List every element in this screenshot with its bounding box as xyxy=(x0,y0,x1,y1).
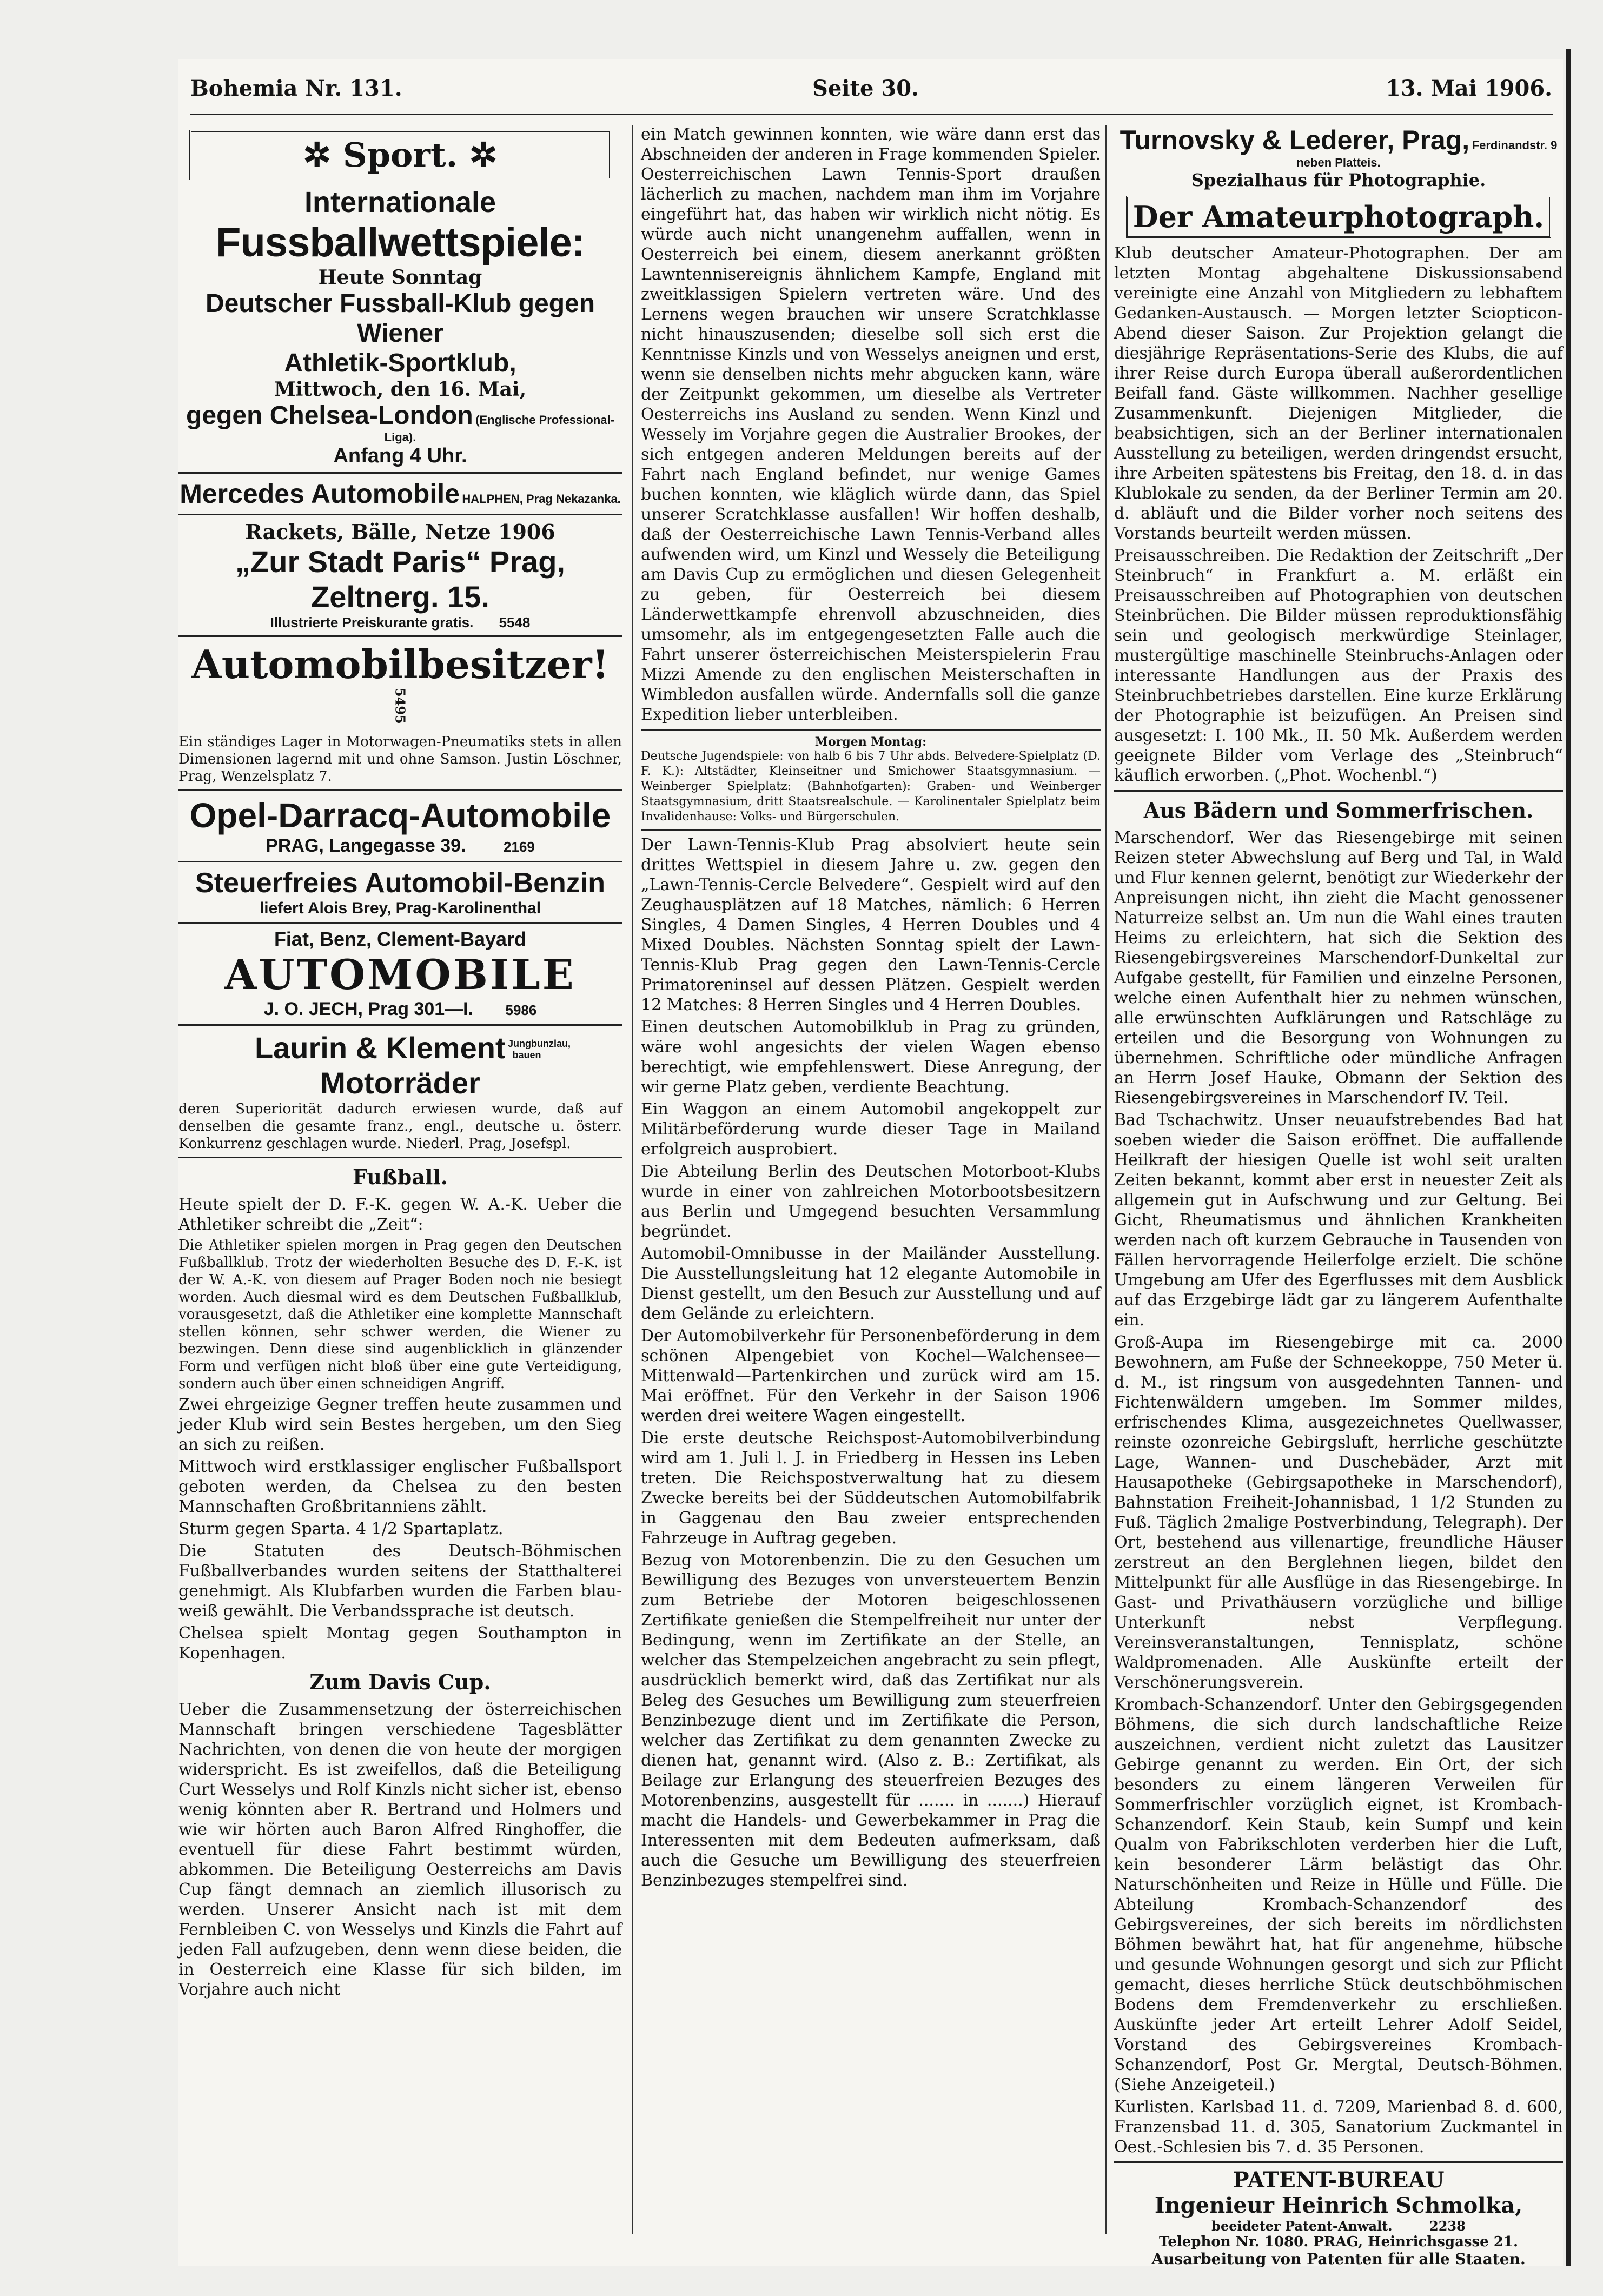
ad8-main-wrap xyxy=(178,1030,622,1100)
ad1-line1: Internationale xyxy=(304,186,496,218)
patent-last: Ausarbeitung von Patenten für alle Staaten. xyxy=(1151,2250,1526,2268)
col3-p6: Krombach-Schanzendorf. Unter den Gebirgsgegenden Böhmens, die sich durch landschaftliche Reize auszeichnen, verdient nicht zuletzt das Lausitzer Gebirge genannt zu werden. Ein Ort, der sich besonders zu einem längeren Verweilen für Sommerfrischler vorzüglich eignet, ist Krombach-Schanzendorf. Kein Staub, kein Sumpf und kein Qualm von Fabrikschloten verderben hier die Luft, kein besonderer Lärm belästigt das Ohr. Naturschönheiten und Reize in Hülle und Fülle. Die Abteilung Krombach-Schanzendorf des Gebirgsvereines, der sich bereits im nördlichsten Böhmen bewährt hat, hat für angenehme, hübsche und gesunde Wohnungen gesorgt und sich zur Pflicht gemacht, dieses herrliche Stück deutschböhmischen Bodens dem Fremdenverkehr zu erschließen. Auskünfte jeder Art erteilt Lehrer Adolf Seidel, Vorstand des Gebirgsvereines Krombach-Schanzendorf, Post Gr. Mergtal, Deutsch-Böhmen. (Siehe Anzeigeteil.) xyxy=(1114,1695,1563,2094)
patent-sub: beeideter Patent-Anwalt. xyxy=(1211,2218,1393,2234)
ad-turnovsky-sub: Spezialhaus für Photographie. xyxy=(1191,170,1486,190)
ad7-num: 5986 xyxy=(505,1002,537,1018)
ad1-line6: Mittwoch, den 16. Mai, xyxy=(274,378,527,401)
divider xyxy=(178,922,622,924)
ad1-line8: Anfang 4 Uhr. xyxy=(333,444,467,467)
col2-p5: Die Abteilung Berlin des Deutschen Motorboot-Klubs wurde in einer von zahlreichen Motorbootsbesitzern aus Berlin und Umgegend besuchten Versammlung begründet. xyxy=(641,1162,1101,1241)
col1-p8: Ueber die Zusammensetzung der österreichischen Mannschaft bringen verschiedene Tagesblätter Nachrichten, von denen die von heute der morgigen widerspricht. Es ist zweifellos, daß die Beteiligung Curt Wesselys und Rolf Kinzls nicht sicher ist, ebenso wenig könnten aber R. Bertrand und Holmers und wie wir hörten auch Baron Alfred Ringhoffer, die eventuell für diese Fahrt bestimmt würden, abkommen. Die Beteiligung Oesterreichs am Davis Cup fängt demnach an ziemlich illusorisch zu werden. Unserer Ansicht nach ist mit dem Fernbleiben C. von Wesselys und Kinzls die Fahrt auf jeden Fall aufzugeben, denn wenn diese beiden, die in Oesterreich eine Klasse für sich bilden, im Vorjahre auch nicht xyxy=(178,1700,622,1999)
divider xyxy=(178,514,622,515)
col3-p3: Marschendorf. Wer das Riesengebirge mit seinen Reizen steter Abwechslung auf Berg und Tal, in Wald und Flur kennen gelernt, benötigt zur Wiederkehr der Anpreisungen nicht, ihn zieht die Macht genossener Naturreize selbst an. Um nun die Wahl eines trauten Heims zu erleichtern, hat sich die Sektion des Riesengebirgsvereines Marschendorf-Dunkeltal zur Aufgabe gestellt, für Familien und einzelne Personen, welche einen Aufenthalt hier zu nehmen wünschen, alle erwünschten Aufklärungen und Ratschläge zu erteilen und die Besorgung von Wohnungen zu übernehmen. Schriftliche oder mündliche Anfragen an Herrn Josef Hauke, Obmann der Sektion des Riesengebirgsvereines in Marschendorf IV. Teil. xyxy=(1114,828,1563,1107)
divider xyxy=(1114,2161,1563,2163)
ad6-sub: liefert Alois Brey, Prag-Karolinenthal xyxy=(259,899,541,917)
ad7-sub-wrap xyxy=(178,999,622,1020)
col3-p2: Preisausschreiben. Die Redaktion der Zeitschrift „Der Steinbruch“ in Frankfurt a. M. erläßt ein Preisausschreiben auf Photographien von deutschen Steinbrüchen. Die Bilder müssen reproduktionsfähig sein und geologisch merkwürdige Steinlager, mustergültige maschinelle Steinbruchs-Anlagen oder interessante Handlungen aus der Praxis des Steinbruchbetriebes darstellen. Eine kurze Erklärung der Photographie ist beizufügen. An Preisen sind ausgesetzt: I. 100 Mk., II. 50 Mk. Außerdem werden geeignete Bilder vom Verlage des „Steinbruch“ käuflich erworben. („Phot. Wochenbl.“) xyxy=(1114,546,1563,785)
sport-section-title: ✲ Sport. ✲ xyxy=(189,130,611,180)
ad8-text: deren Superiorität dadurch erwiesen wurde, daß auf denselben die gesamte franz., engl., deutsche u. österr. Konkurrenz geschlagen wurde. Niederl. Prag, Josefspl. xyxy=(178,1101,622,1152)
col2-p1: ein Match gewinnen konnten, wie wäre dann erst das Abschneiden der anderen in Frage kommenden Spieler. Oesterreichischen Lawn Tennis-Sport draußen lächerlich zu machen, nachdem man ihm im Vorjahre eingeführt hat, das haben wir wirklich nicht nötig. Es würde auch nicht unangenehm auffallen, wenn in Oesterreich bei einem, diesem anerkannt größten Lawntennisereignis ähnlichem Kampfe, England mit zweitklassigen Spielern vertreten wäre. Und des Lernens wegen brauchen wir unsere Scratchklasse nicht hinauszusenden; dieselbe soll sich erst die Kenntnisse Kinzls und von Wesselys aneignen und erst, wenn sie denselben nichts mehr abgucken kann, wäre der Zeitpunkt gekommen, um dieselbe als Vertreter Oesterreichs ins Ausland zu senden. Wenn Kinzl und Wessely im Vorjahre gegen die Australier Brookes, der sich entgegen anderen Meldungen bereits auf der Fahrt nach England befindet, nur wenige Games buchen konnten, wie kläglich würde dann, das Spiel unserer Scratchklasse ausfallen! Wir hoffen deshalb, daß der Oesterreichische Lawn Tennis-Verband alles aufwenden wird, um Kinzl und Wessely die Beteiligung am Davis Cup zu ermöglichen und diesen Gelegenheit zu geben, für Oesterreich bei diesem Länderwettkampfe ehrenvoll abzuschneiden, dies umsomehr, als im entgegengesetzten Falle auch die Fahrt unserer österreichischen Meisterspielerin Frau Mizzi Amende zu den englischen Meisterschaften in Wimbledon ausfallen würde. Andernfalls soll die ganze Expedition lieber unterbleiben. xyxy=(641,125,1101,724)
col1-p6: Die Statuten des Deutsch-Böhmischen Fußballverbandes wurden seitens der Statthalterei genehmigt. Als Klubfarben wurden die Farben blau-weiß gewählt. Die Verbandssprache ist deutsch. xyxy=(178,1542,622,1621)
ad7-line1: Fiat, Benz, Clement-Bayard xyxy=(274,928,527,950)
baeder-heading: Aus Bädern und Sommerfrischen. xyxy=(1143,798,1534,822)
header-left: Bohemia Nr. 131. xyxy=(190,76,402,101)
patent-sub-wrap xyxy=(1114,2218,1563,2234)
ad-zur-stadt-paris xyxy=(178,520,622,631)
ad4-num: 5495 xyxy=(392,688,408,724)
column-2 xyxy=(641,124,1101,1893)
ad-turnovsky-lederer xyxy=(1114,124,1563,190)
amateur-title-wrap xyxy=(1114,196,1563,238)
ad-patent-bureau xyxy=(1114,2167,1563,2268)
header-center: Seite 30. xyxy=(812,76,919,101)
patent-num: 2238 xyxy=(1429,2218,1466,2234)
jugendspiele-text: Deutsche Jugendspiele: von halb 6 bis 7 Uhr abds. Belvedere-Spielplatz (D. F. K.): Altstädter, Kleinseitner und Smichower Staatsgymnasium. — Weinberger Spielplatz: (Bahnhofgarten): Graben- und Weinberger Staatsgymnasium, dritt Staatsrealschule. — Karolinentaler Spielplatz beim Invalidenhause: Volks- und Bürgerschulen. xyxy=(641,749,1101,824)
ad-automobilbesitzer xyxy=(178,641,622,785)
ad1-line3: Heute Sonntag xyxy=(318,266,482,289)
patent-addr: Telephon Nr. 1080. PRAG, Heinrichsgasse 21. xyxy=(1158,2234,1519,2250)
page-edge xyxy=(1566,49,1571,2266)
ad-laurin-klement xyxy=(178,1030,622,1152)
ad4-main: Automobilbesitzer! xyxy=(191,641,610,687)
ad1-line7-note: (Englische Professional-Liga). xyxy=(384,413,614,444)
column-rule-1 xyxy=(632,125,633,2234)
col1-p5: Sturm gegen Sparta. 4 1/2 Spartaplatz. xyxy=(178,1519,504,1538)
col2-p2: Der Lawn-Tennis-Klub Prag absolviert heute sein drittes Wettspiel in diesem Jahre u. zw. gegen den „Lawn-Tennis-Cercle Belvedere“. Gespielt wird auf den Zeughausplätzen auf 18 Matches, nämlich: 6 Herren Singles, 4 Damen Singles, 4 Herren Doubles und 4 Mixed Doubles. Nächsten Sonntag spielt der Lawn-Tennis-Klub Prag gegen den Lawn-Tennis-Cercle Primatoreninsel auf dessen Plätzen. Gespielt werden 12 Matches: 8 Herren Singles und 4 Herren Doubles. xyxy=(641,835,1101,1014)
divider xyxy=(178,789,622,791)
col3-p1: Klub deutscher Amateur-Photographen. Der am letzten Montag abgehaltene Diskussionsabend vereinigte eine Anzahl von Mitgliedern zu lebhaftem Gedanken-Austausch. — Morgen letzter Sciopticon-Abend dieser Saison. Zur Projektion gelangt die diesjährige Repräsentations-Serie des Klubs, die auf ihrer Reise durch Europa überall außerordentlichen Beifall fand. Gäste willkommen. Nachher gesellige Zusammenkunft. Diejenigen Mitglieder, die beabsichtigen, sich an der Berliner internationalen Ausstellung zu beteiligen, werden dringendst ersucht, ihre Arbeiten spätestens bis Freitag, den 18. d. in das Klublokale zu senden, da der Berliner Termin am 20. d. abläuft und die Bilder vorher noch seitens des Vorstands beurteilt werden müssen. xyxy=(1114,244,1563,543)
ad5-sub-wrap xyxy=(178,835,622,857)
ad3-line3: Illustrierte Preiskurante gratis. xyxy=(270,614,474,631)
column-3 xyxy=(1114,124,1563,2268)
ad7-main: AUTOMOBILE xyxy=(224,951,576,999)
ad2-side: HALPHEN, Prag Nekazanka. xyxy=(462,492,621,506)
col1-p7: Chelsea spielt Montag gegen Southampton in Kopenhagen. xyxy=(178,1624,622,1663)
ad3-num: 5548 xyxy=(499,614,531,631)
column-rule-2 xyxy=(1105,125,1107,2234)
col1-p4: Mittwoch wird erstklassiger englischer Fußballsport geboten werden, da Chelsea zu den besten Mannschaften Großbritanniens zählt. xyxy=(178,1457,622,1516)
ad1-line5: Athletik-Sportklub, xyxy=(284,349,516,377)
ad-opel-darracq xyxy=(178,795,622,857)
ad8-mid: Jungbunzlau, bauen xyxy=(508,1038,571,1060)
col1-p2: Die Athletiker spielen morgen in Prag gegen den Deutschen Fußballklub. Trotz der wiederholten Besuche des D. F.-K. ist der W. A.-K. von diesem auf Prager Boden noch nie besiegt worden. Auch diesmal wird es dem Deutschen Fußballklub, vorausgesetzt, daß die Athletiker eine komplette Mannschaft stellen können, sehr schwer werden, die Wiener zu bezwingen. Denn diese sind augenblicklich in glänzender Form und verfügen nicht bloß über eine gute Verteidigung, sondern auch über einen schneidigen Angriff. xyxy=(178,1237,622,1392)
ad5-num: 2169 xyxy=(503,839,535,855)
ad5-sub: PRAG, Langegasse 39. xyxy=(266,835,466,856)
ad-jech-automobile xyxy=(178,928,622,1020)
col3-p7: Kurlisten. Karlsbad 11. d. 7209, Marienbad 8. d. 600, Franzensbad 11. d. 305, Sanatorium Zuckmantel in Oest.-Schlesien bis 7. d. 35 Personen. xyxy=(1114,2098,1563,2156)
ad1-line2: Fussballwettspiele: xyxy=(215,220,585,266)
ad6-main: Steuerfreies Automobil-Benzin xyxy=(195,867,605,899)
ad1-line4: Deutscher Fussball-Klub gegen Wiener xyxy=(205,289,595,348)
ad3-line2: „Zur Stadt Paris“ Prag, Zeltnerg. 15. xyxy=(235,545,565,614)
ad3-line3-wrap xyxy=(178,614,622,631)
ad5-main: Opel-Darracq-Automobile xyxy=(189,796,611,835)
col2-p8: Die erste deutsche Reichspost-Automobilverbindung wird am 1. Juli l. J. in Friedberg in Hessen ins Leben treten. Die Reichspostverwaltung hat zu diesem Zwecke bereits bei der Süddeutschen Automobilfabrik in Gaggenau den Bau zweier entsprechenden Fahrzeuge in Auftrag gegeben. xyxy=(641,1429,1101,1548)
header-right: 13. Mai 1906. xyxy=(1386,76,1553,101)
ad3-line1: Rackets, Bälle, Netze 1906 xyxy=(245,520,555,544)
divider xyxy=(178,1024,622,1026)
ad1-line7-wrap xyxy=(178,401,622,444)
fussball-heading: Fußball. xyxy=(352,1165,448,1189)
amateur-title: Der Amateurphotograph. xyxy=(1126,196,1551,238)
ad1-line7: gegen Chelsea-London xyxy=(186,401,473,430)
page-header xyxy=(190,76,1553,108)
ad-fussballwettspiele xyxy=(178,185,622,468)
divider xyxy=(641,729,1101,731)
divider xyxy=(178,861,622,862)
col2-p3: Einen deutschen Automobilklub in Prag zu gründen, wäre wohl angesichts der vielen Wagen ebenso berechtigt, wie empfehlenswert. Diese Anregung, der wir gerne Platz geben, verdiente Beachtung. xyxy=(641,1018,1101,1097)
divider xyxy=(178,635,622,637)
header-rule xyxy=(190,114,1553,115)
col2-p6: Automobil-Omnibusse in der Mailänder Ausstellung. Die Ausstellungsleitung hat 12 elegante Automobile in Dienst gestellt, um den Besuch zur Ausstellung und auf dem Gelände zu erleichtern. xyxy=(641,1244,1101,1323)
ad-benzin xyxy=(178,867,622,918)
column-1 xyxy=(178,124,622,2002)
col2-p7: Der Automobilverkehr für Personenbeförderung in dem schönen Alpengebiet von Kochel—Walchensee—Mittenwald—Partenkirchen und zurück wird am 15. Mai eröffnet. Für den Verkehr in der Saison 1906 werden drei weitere Wagen eingestellt. xyxy=(641,1326,1101,1425)
divider xyxy=(178,1157,622,1158)
divider xyxy=(178,472,622,474)
col1-p1: Heute spielt der D. F.-K. gegen W. A.-K. Ueber die Athletiker schreibt die „Zeit“: xyxy=(178,1195,622,1234)
ad-mercedes xyxy=(178,478,622,509)
ad2-main: Mercedes Automobile xyxy=(180,479,460,509)
ad8-main2: Motorräder xyxy=(320,1066,480,1100)
ad4-text: Ein ständiges Lager in Motorwagen-Pneumatiks stets in allen Dimensionen lagernd mit und ohne Samson. Justin Löschner, Prag, Wenzelsplatz 7. xyxy=(178,734,622,785)
col2-p9: Bezug von Motorenbenzin. Die zu den Gesuchen um Bewilligung des Bezuges von unversteuertem Benzin zum Betriebe der Motoren beigeschlossenen Zertifikate genießen die Stempelfreiheit nur unter der Bedingung, wenn im Zertifikate an der Stelle, an welcher das Stempelzeichen angebracht zu sein pflegt, ausdrücklich bemerkt wird, daß das Zertifikat nur als Beleg des Gesuches um Bewilligung zum steuerfreien Benzinbezuge dient und im Zertifikate die Person, welcher das Zertifikat zu dem genannten Zwecke zu dienen hat, genannt wird. (Also z. B.: Zertifikat, als Beilage zur Erlangung des steuerfreien Bezuges des Motorenbenzins, ausgestellt für ....... in .......) Hierauf macht die Handels- und Gewerbekammer in Prag die Interessenten mit dem Bedeuten aufmerksam, daß auch die Gesuche um Bewilligung des steuerfreien Benzinbezuges stempelfrei sind. xyxy=(641,1551,1101,1890)
col3-p4: Bad Tschachwitz. Unser neuaufstrebendes Bad hat soeben wieder die Saison eröffnet. Die auffallende Heilkraft der hiesigen Quelle ist wohl seit uralten Zeiten bekannt, kommt aber erst in neuester Zeit als allgemein gut in Aufschwung und zur Geltung. Bei Gicht, Rheumatismus und ähnlichen Krankheiten werden nach oft kurzem Gebrauche in Tausenden von Fällen hervorragende Heilerfolge erzielt. Die schöne Umgebung am Ufer des Egerflusses mit dem Ausblick auf das Erzgebirge lädt gar zu längerem Aufenthalte ein. xyxy=(1114,1111,1563,1330)
col2-p4: Ein Waggon an einem Automobil angekoppelt zur Militärbeförderung wurde dieser Tage in Mailand erfolgreich ausprobiert. xyxy=(641,1100,1101,1159)
ad4-main-wrap xyxy=(178,641,622,733)
jugendspiele-title: Morgen Montag: xyxy=(814,735,927,749)
divider xyxy=(1114,790,1563,792)
col1-p3: Zwei ehrgeizige Gegner treffen heute zusammen und jeder Klub wird sein Bestes hergeben, um den Sieg an sich zu reißen. xyxy=(178,1395,622,1454)
col3-p5: Groß-Aupa im Riesengebirge mit ca. 2000 Bewohnern, am Fuße der Schneekoppe, 750 Meter ü. d. M., ist ringsum von ausgedehnten Tannen- und Fichtenwäldern umgeben. Im Sommer mildes, erfrischendes Klima, ausgezeichnetes Quellwasser, reinste ozonreiche Gebirgsluft, herrliche geschützte Lage, Wannen- und Duschebäder, Arzt mit Hausapotheke (Gebirgsapotheke in Marschendorf), Bahnstation Freiheit-Johannisbad, 1 1/2 Stunden zu Fuß. Täglich 2malige Postverbindung, Telegraph). Der Ort, bestehend aus villenartige, freundliche Häuser zerstreut an den Berglehnen liegen, bildet den Mittelpunkt für alle Ausflüge in das Riesengebirge. In Gast- und Privathäusern vorzügliche und billige Unterkunft nebst Verpflegung. Vereinsveranstaltungen, Tennisplatz, schöne Waldpromenaden. Alle Auskünfte erteilt der Verschönerungsverein. xyxy=(1114,1333,1563,1692)
ad8-main1: Laurin & Klement xyxy=(254,1031,506,1065)
divider xyxy=(641,829,1101,831)
patent-title: PATENT-BUREAU xyxy=(1233,2167,1445,2193)
ad-turnovsky-side: Ferdinandstr. 9 neben Platteis. xyxy=(1296,138,1558,169)
ad7-sub: J. O. JECH, Prag 301—I. xyxy=(263,999,474,1019)
patent-name: Ingenieur Heinrich Schmolka, xyxy=(1154,2193,1523,2218)
ad-turnovsky-main: Turnovsky & Lederer, Prag, xyxy=(1120,125,1470,155)
davis-cup-heading: Zum Davis Cup. xyxy=(309,1670,491,1694)
